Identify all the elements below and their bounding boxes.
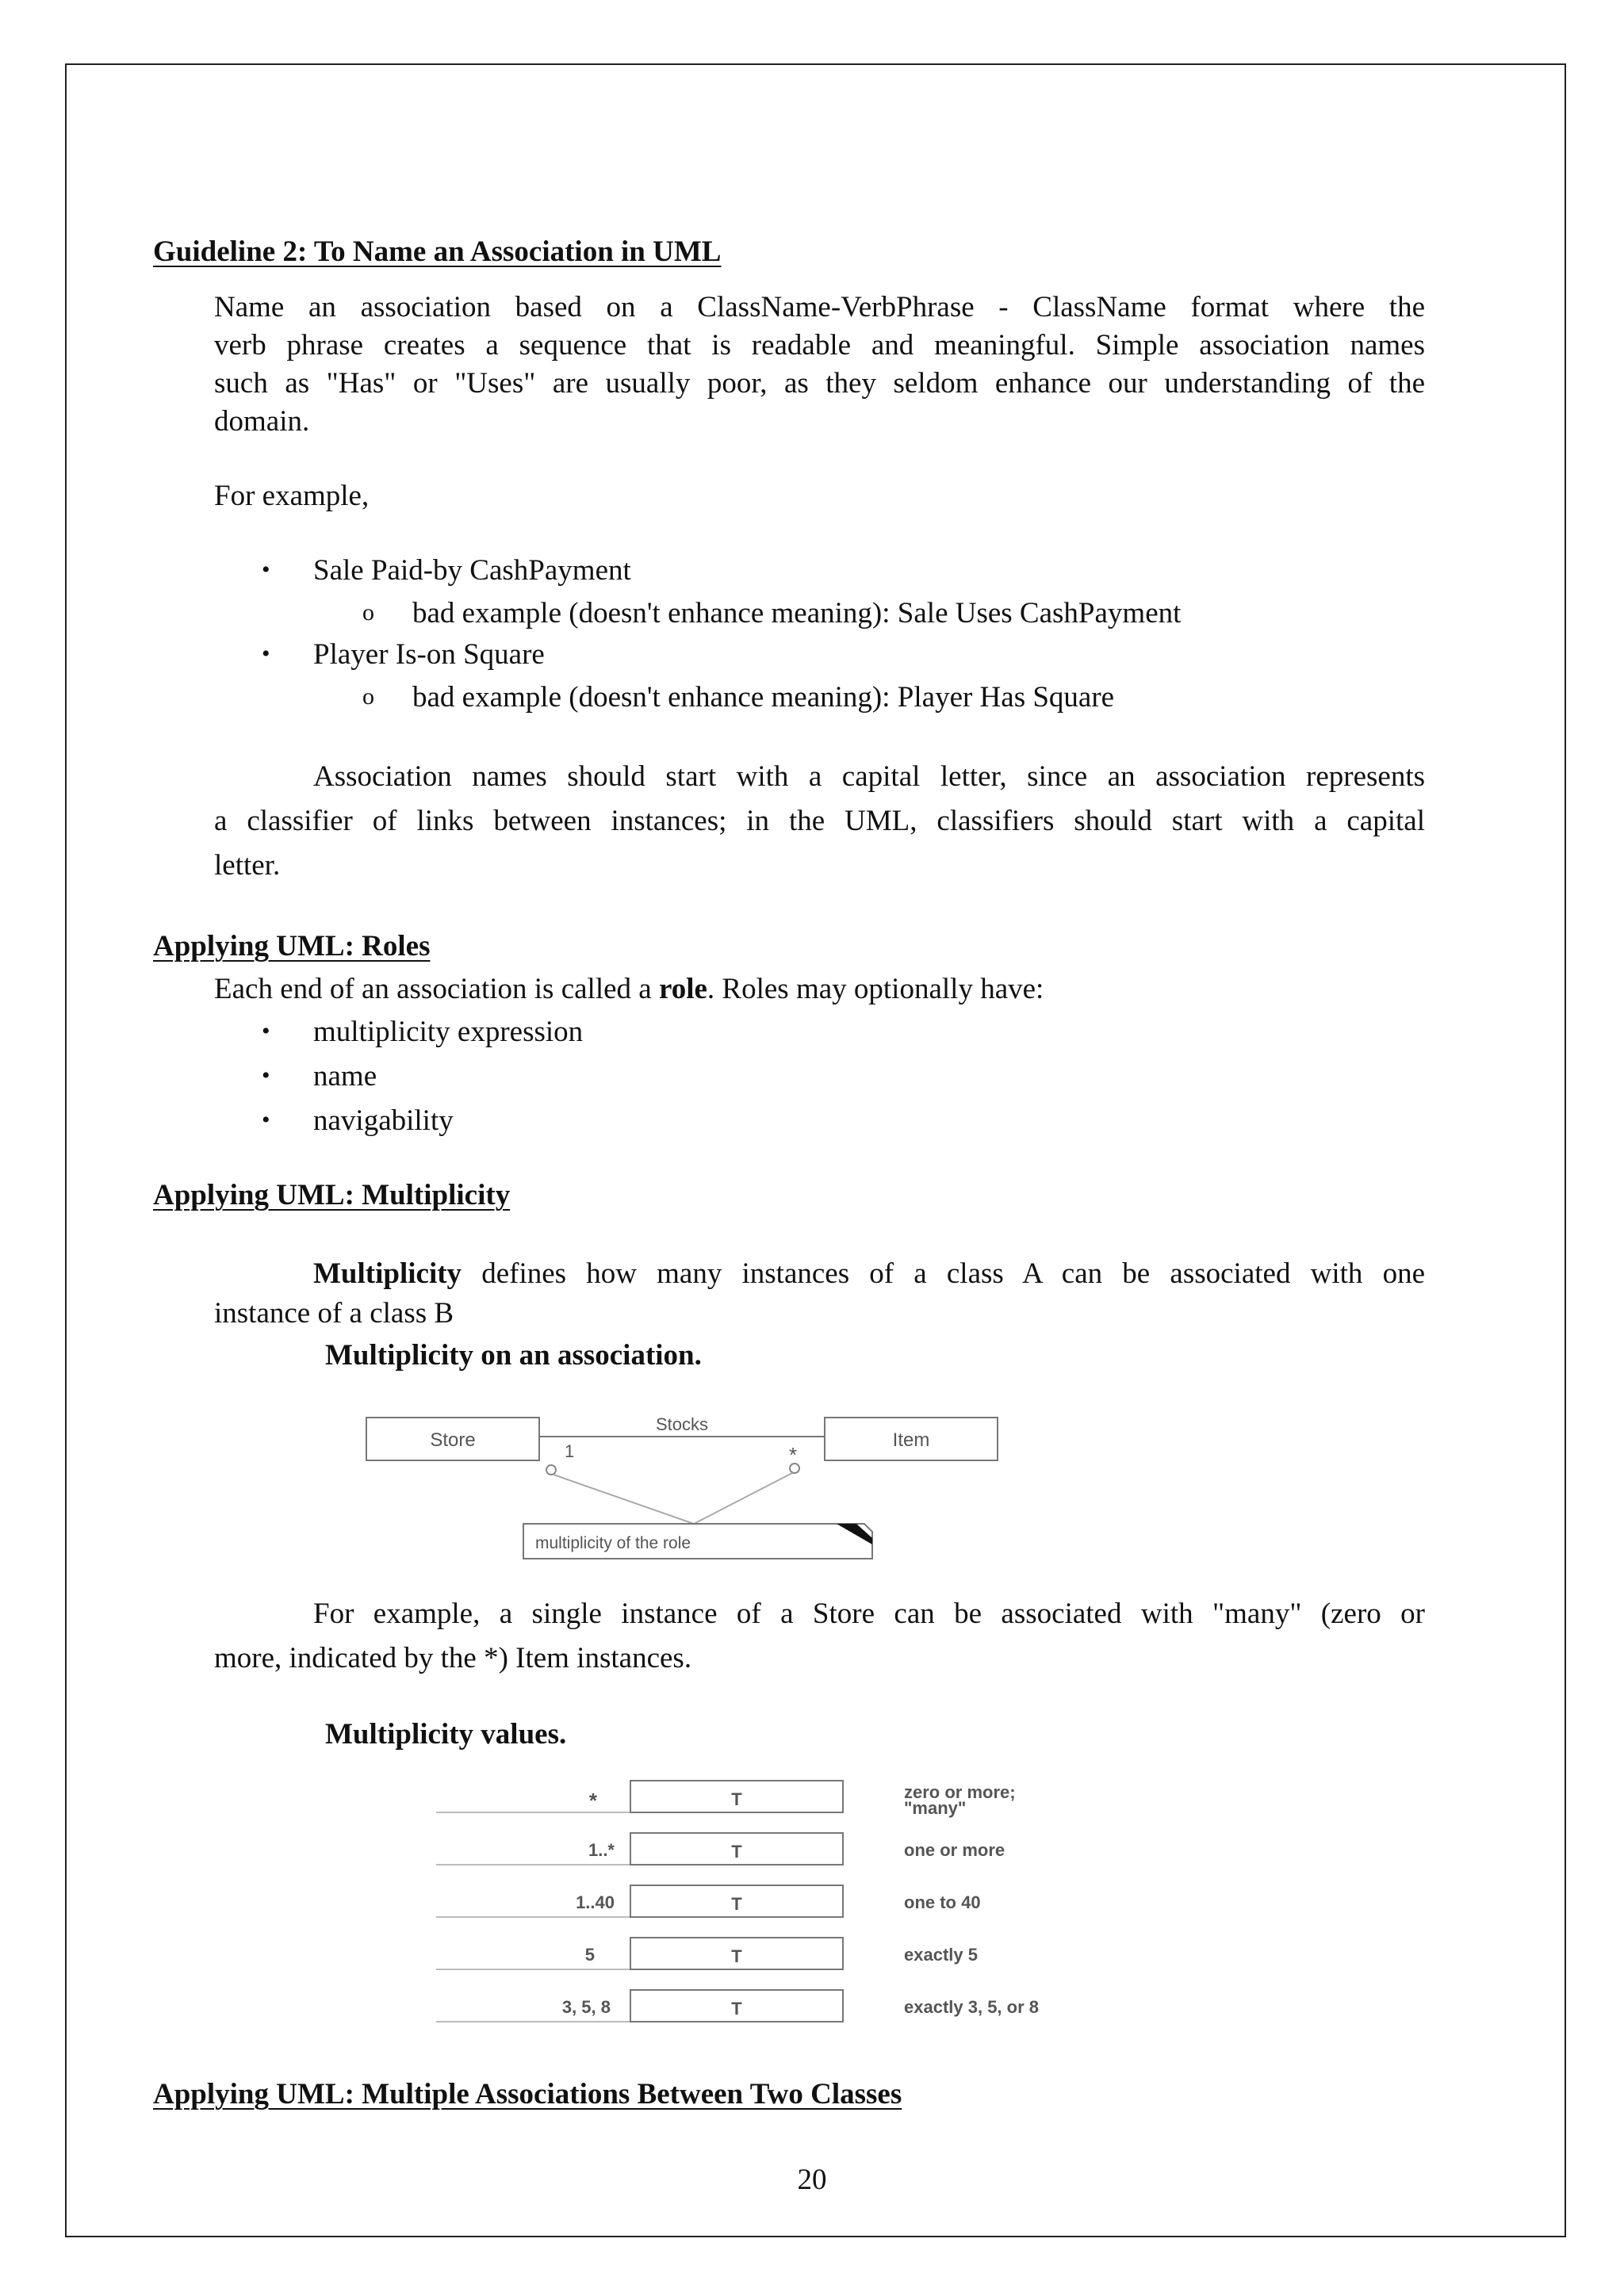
note-connector — [553, 1475, 694, 1524]
section-heading-multiple-associations: Applying UML: Multiple Associations Between Two Classes — [153, 2078, 902, 2110]
bad-example-item: bad example (doesn't enhance meaning): Sale Uses CashPayment — [412, 597, 1182, 629]
multiplicity-row — [436, 1990, 1039, 2022]
bullet-icon: • — [262, 557, 270, 583]
paragraph-line: Multiplicity defines how many instances of a class A can be associated with one — [313, 1257, 1425, 1290]
multiplicity-value: 3, 5, 8 — [561, 1997, 611, 2017]
multiplicity-description: "many" — [904, 1798, 967, 1818]
association-paragraph — [214, 755, 1425, 888]
multiplicity-value: 1..* — [588, 1840, 615, 1860]
paragraph-line: For example, a single instance of a Store can be associated with "many" (zero or — [313, 1598, 1425, 1630]
note-anchor-left — [546, 1465, 556, 1475]
multiplicity-row — [436, 1938, 978, 1969]
multiplicity-row — [436, 1885, 981, 1917]
example-item: Player Is-on Square — [313, 638, 545, 671]
paragraph-line: more, indicated by the *) Item instances. — [214, 1642, 692, 1674]
role-property: multiplicity expression — [313, 1016, 584, 1048]
multiplicity-value: 5 — [584, 1945, 595, 1965]
multiplicity-row — [436, 1833, 1005, 1865]
bullet-icon: • — [262, 641, 270, 667]
multiplicity-description: exactly 3, 5, or 8 — [904, 1997, 1039, 2017]
section-heading-roles: Applying UML: Roles — [153, 930, 431, 962]
for-example-text: For example, — [214, 480, 370, 512]
bullet-icon: • — [262, 1062, 270, 1089]
multiplicity-example — [214, 1592, 1425, 1681]
paragraph-line: verb phrase creates a sequence that is readable and meaningful. Simple association names — [214, 329, 1425, 362]
paragraph-line: Association names should start with a capital letter, since an association represents — [313, 760, 1425, 793]
association-diagram — [357, 1403, 1007, 1570]
note-text: multiplicity of the role — [535, 1534, 691, 1552]
bullet-icon: • — [262, 1018, 270, 1044]
multiplicity-description: one to 40 — [904, 1892, 981, 1912]
paragraph-line: instance of a class B — [214, 1297, 454, 1330]
multiplicity-term: Multiplicity — [313, 1257, 462, 1290]
roles-intro: Each end of an association is called a role. Roles may optionally have: — [214, 973, 1044, 1005]
multiplicity-value: 1..40 — [576, 1892, 615, 1912]
paragraph-line: such as "Has" or "Uses" are usually poor, as they seldom enhance our understanding of the — [214, 367, 1425, 400]
class-label: T — [731, 1999, 742, 2019]
class-label: T — [731, 1789, 742, 1809]
class-label: T — [731, 1894, 742, 1914]
role-property: name — [313, 1060, 377, 1093]
figure-caption: Multiplicity on an association. — [325, 1339, 702, 1372]
multiplicity-description: zero or more; — [904, 1782, 1016, 1802]
multiplicity-values-diagram — [432, 1779, 1209, 2053]
section-heading-multiplicity: Applying UML: Multiplicity — [153, 1179, 511, 1211]
multiplicity-value: * — [588, 1789, 597, 1812]
multiplicity-right: * — [789, 1443, 798, 1467]
paragraph-line: Name an association based on a ClassName-VerbPhrase - ClassName format where the — [214, 291, 1425, 323]
bullet-icon: • — [262, 1107, 270, 1133]
section-heading-guideline-2: Guideline 2: To Name an Association in UML — [153, 235, 722, 268]
paragraph-line: letter. — [214, 849, 281, 882]
guideline-paragraph — [214, 289, 1425, 441]
store-class-label: Store — [430, 1429, 476, 1451]
multiplicity-description: exactly 5 — [904, 1945, 978, 1965]
multiplicity-left: 1 — [565, 1441, 575, 1461]
page-number: 20 — [797, 2164, 827, 2196]
sub-bullet-icon: o — [362, 683, 374, 710]
multiplicity-row — [436, 1781, 1016, 1818]
association-name: Stocks — [655, 1414, 709, 1434]
sub-bullet-icon: o — [362, 599, 374, 626]
role-property: navigability — [313, 1104, 454, 1137]
multiplicity-definition — [214, 1254, 1425, 1334]
multiplicity-description: one or more — [904, 1840, 1005, 1860]
figure-caption: Multiplicity values. — [325, 1718, 567, 1751]
bad-example-item: bad example (doesn't enhance meaning): Player Has Square — [412, 681, 1115, 714]
note-connector — [694, 1473, 792, 1524]
paragraph-line: a classifier of links between instances; in the UML, classifiers should start with a capital — [214, 805, 1425, 837]
example-item: Sale Paid-by CashPayment — [313, 554, 631, 587]
paragraph-line: domain. — [214, 405, 310, 438]
role-term: role — [658, 973, 707, 1005]
class-label: T — [731, 1946, 742, 1966]
class-label: T — [731, 1842, 742, 1862]
item-class-label: Item — [892, 1429, 930, 1451]
